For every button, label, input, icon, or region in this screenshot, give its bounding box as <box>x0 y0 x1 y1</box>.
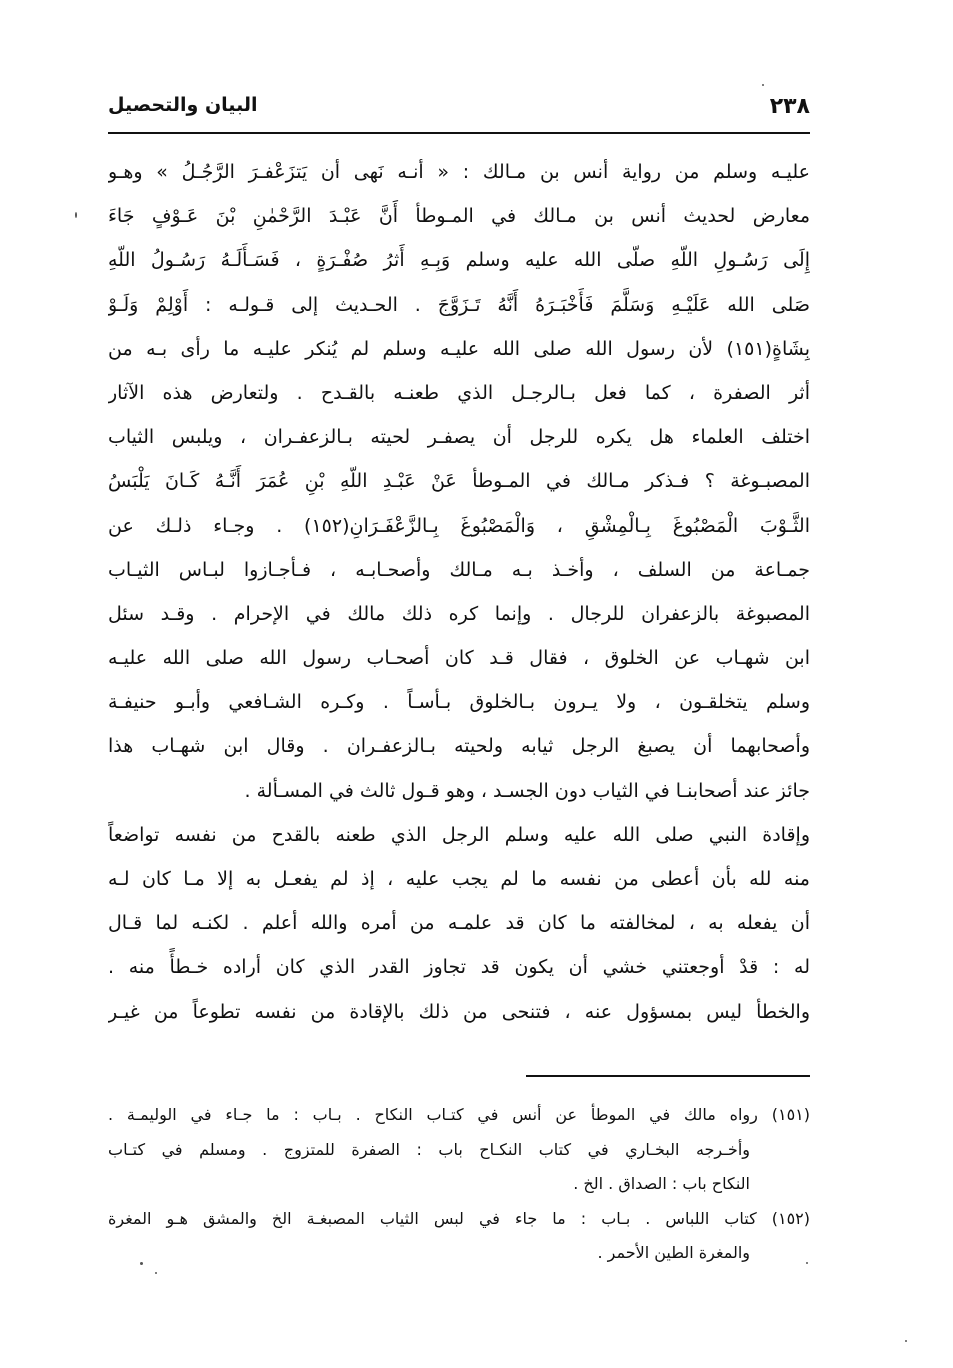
text-line: بِشَاةٍ(١٥١) لأن رسول الله صلى الله عليـه وسلم لم يُنكر عليـه ما رأى بـه من <box>108 337 810 360</box>
footnote-separator <box>526 1075 810 1077</box>
text-line: عليـه وسلم من رواية أنس بن مـالك : « أنـه نَهى أن يَتزَعْفـرَ الرَّجُـلُ » وهـو <box>108 161 810 183</box>
scan-speck <box>155 1272 157 1274</box>
running-title: البيان والتحصيل <box>108 94 258 116</box>
text-line: الثَّـوْبَ الْمَصْبُوغَ بِـالْمِشْقِ ، وَالْمَصْبُوغَ بِـالزَّعْفَـرَانِ(١٥٢) . وجـاء ذلـك عن <box>108 514 810 537</box>
text-line: معارض لحديث أنس بن مـالك في المـوطأ أَنَّ عَبْـدَ الرَّحْمٰنِ بْنَ عَـوْفٍ جَاءَ <box>108 205 810 228</box>
text-line: المصبوغة بالزعفران للرجال . وإنما كره ذلك مالك في الإحرام . وقـد سئل <box>108 602 810 625</box>
footnote-151-continued: النكاح باب : الصداق . الخ . <box>573 1174 750 1193</box>
header-rule <box>108 132 810 134</box>
scan-speck <box>806 1262 808 1264</box>
main-text-block <box>108 150 810 1034</box>
text-line: أثر الصفرة ، كما فعل بـالرجـل الذي طعنـه بالقـدح . ولتعارض هذه الآثار <box>108 381 810 404</box>
text-line: منه لله بأن أعطى من نفسه ما لم يجب عليه ، إذ لم يفعـل به إلا مـا كان لـه <box>108 868 810 890</box>
text-line: والخطأ ليس بمسؤول عنه ، فتنحى من ذلك بالإقادة من نفسه تطوعاً من غيـر <box>108 1000 810 1023</box>
scan-speck <box>75 212 77 218</box>
footnotes-block <box>108 1098 810 1271</box>
text-line: أن يفعله به ، لمخالفته ما كان قد علمـه من أمره والله أعلم . لكنـه لما قـال <box>108 912 810 935</box>
text-line: اختلف العلماء هل يكره للرجل أن يصفـر لحيته بـالزعفـران ، ويلبس الثياب <box>108 426 810 449</box>
text-line: صَلى الله عَلَيْـهِ وَسَلَّمَ فَأَخْبَـرَهُ أَنَّهُ تَـزَوَّجَ . الحـديث إلى قـولـه : أَوْلِمْ وَلَـوْ <box>108 293 810 316</box>
text-line: وأصحابهما أن يصبغ الرجل ثيابه ولحيته بـالزعفـران . وقال ابن شهـاب هذا <box>108 735 810 758</box>
text-line: جمـاعة من السلف ، وأخـذ بـه مـالك وأصحـابـه ، فـأجـازوا لبـاس الثيـاب <box>108 558 810 581</box>
footnote-151-continued: وأخـرجه البخـاري في كتاب النكـاح باب : الصفرة للمتزوج . ومسلم في كتـاب <box>108 1139 750 1159</box>
text-line: إِلَى رَسُـولِ اللّهِ صلّى الله عليه وسلم وَبِـهِ أَثرُ صُفْـرَةٍ ، فَسَـأَلَـهُ رَسُـولُ اللّهِ <box>108 249 810 272</box>
scan-speck <box>762 84 764 86</box>
text-line: وإقادة النبي صلى الله عليه وسلم الرجل الذي طعنه بالقدح من نفسه تواضعاً <box>108 823 810 846</box>
page-number: ٢٣٨ <box>769 94 810 119</box>
scan-speck <box>140 1262 143 1265</box>
footnote-152: (١٥٢) كتاب اللباس . بـاب : ما جاء في لبس الثياب المصبغـة الخ والمشق هـو المغرة <box>108 1208 810 1228</box>
text-line: له : قدْ أوجعتني خشي أن يكون قد تجاوز القدر الذي كان أراده خـطأً منه . <box>108 956 810 979</box>
text-line: جائز عند أصحابنـا في الثياب دون الجسـد ، وهو قـول ثالث في المسـألة . <box>244 779 810 802</box>
text-line: وسلم يتخلقـون ، ولا يـرون بـالخلوق بـأسـاً . وكـره الشـافعي وأبـو حنيفـة <box>108 691 810 714</box>
text-line: ابن شهـاب عن الخلوق ، فقال قـد كان أصحـاب رسول الله صلى الله عليـه <box>108 647 810 670</box>
page-header <box>108 94 810 128</box>
scan-speck <box>905 1340 907 1342</box>
text-line: المصبـوغة ؟ فـذكر مـالك في المـوطأ عَنْ عَبْـدِ اللّهِ بْنِ عُمَرَ أَنَّـهُ كَـانَ يَلْبَسُ <box>108 470 810 493</box>
footnote-151: (١٥١) رواه مالك في الموطأ عن أنس في كتـاب النكاح . بـاب : ما جـاء في الوليمـة . <box>108 1105 810 1124</box>
footnote-152-continued: والمغرة الطين الأحمر . <box>597 1243 750 1262</box>
